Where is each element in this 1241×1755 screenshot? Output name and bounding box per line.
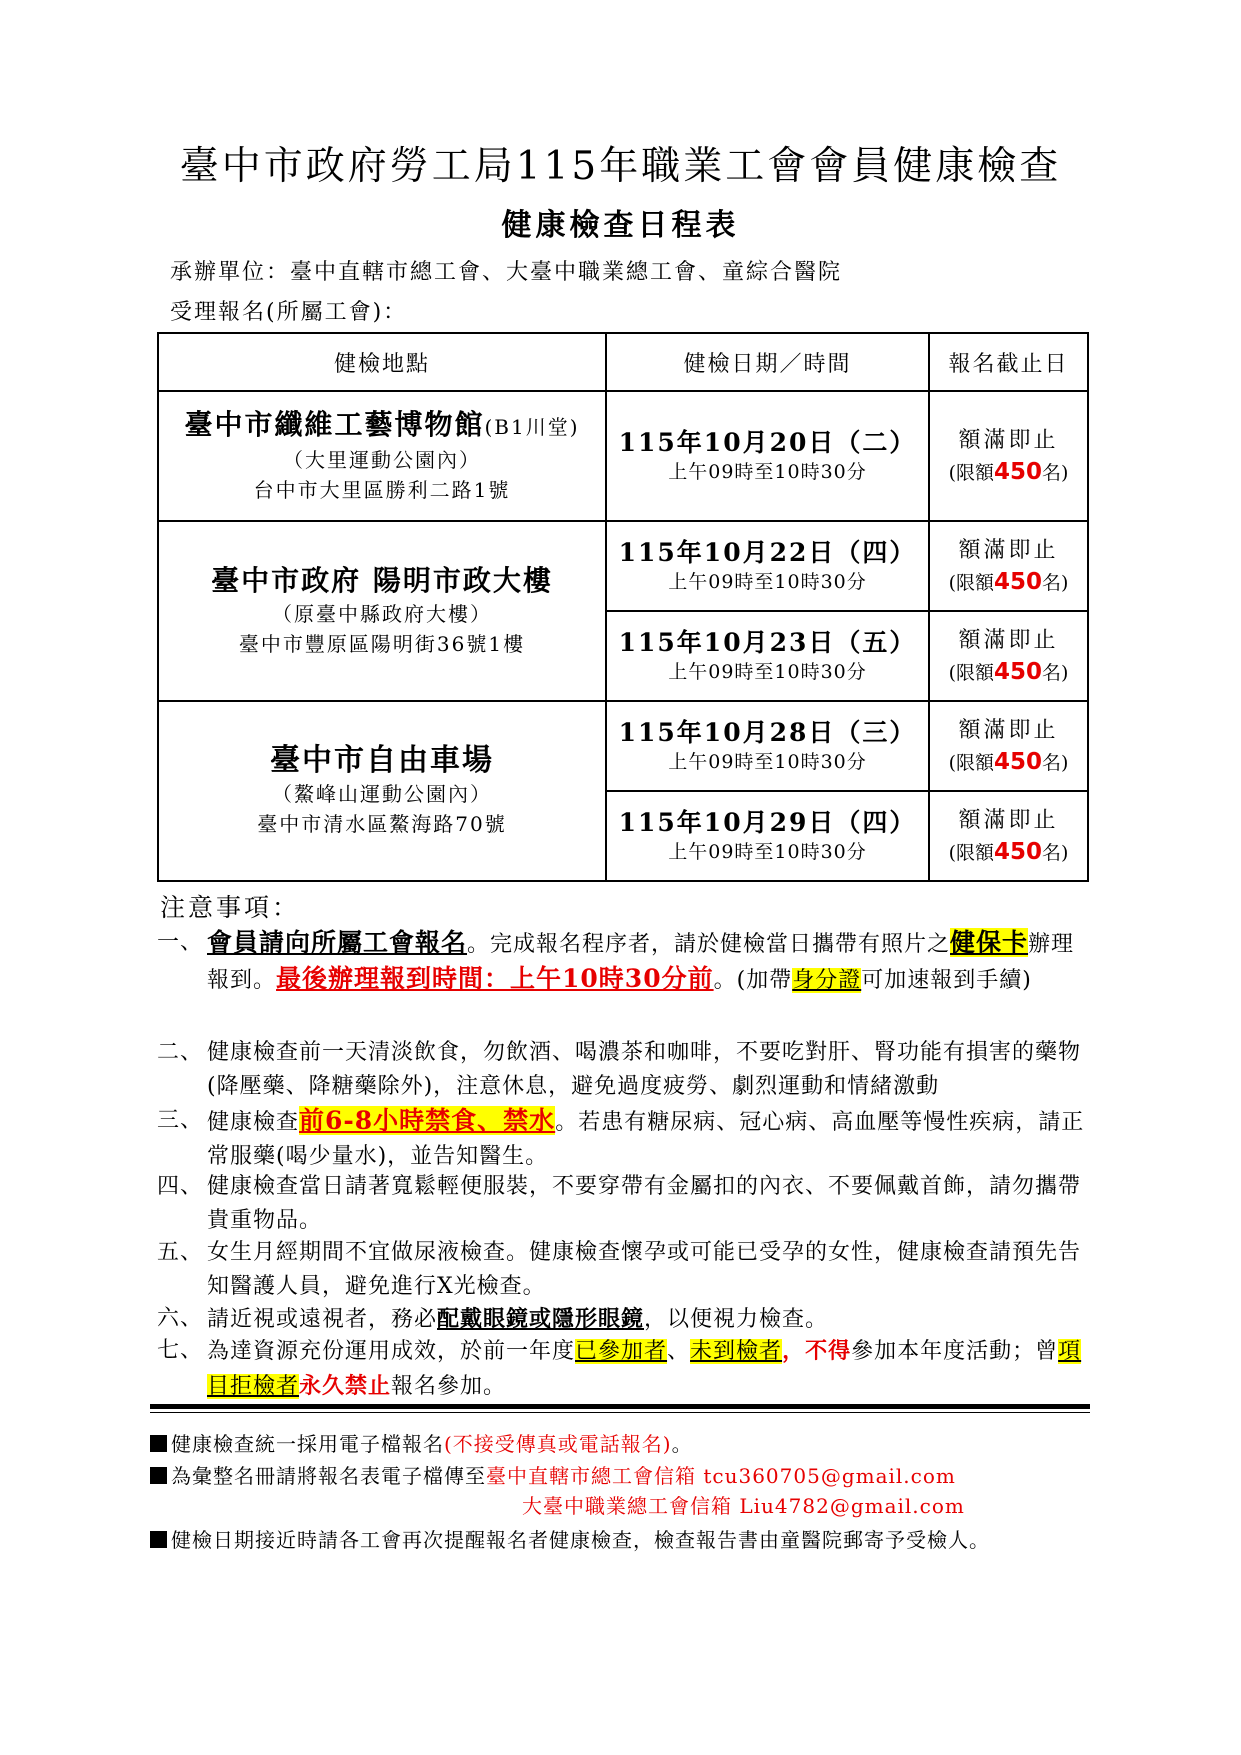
exam-date: 115年10月29日（四） — [618, 808, 917, 837]
date-cell — [606, 611, 929, 701]
note-number: 五、 — [157, 1240, 204, 1265]
note-body: 為達資源充份運用成效，於前一年度已參加者、未到檢者，不得參加本年度活動；曾項目拒檢者永久禁止報名參加。 — [207, 1338, 1082, 1399]
quota-text: (限額450名) — [948, 458, 1069, 485]
deadline-text: 額滿即止 — [958, 427, 1059, 453]
note-body: 健康檢查前6-8小時禁食、禁水。若患有糖尿病、冠心病、高血壓等慢性疾病，請正常服藥(喝少量水)，並告知醫生。 — [207, 1106, 1085, 1169]
note-number: 一、 — [157, 930, 204, 955]
quota-text: (限額450名) — [948, 568, 1069, 595]
note-number: 七、 — [157, 1338, 204, 1363]
table-row — [158, 391, 1088, 521]
quota-text: (限額450名) — [948, 748, 1069, 775]
venue-address: 臺中市清水區鰲海路70號 — [257, 812, 507, 836]
note-item-4 — [157, 1170, 1092, 1238]
divider-thick — [150, 1404, 1090, 1409]
deadline-cell — [929, 701, 1088, 791]
email-link-tcu[interactable]: 臺中直轄市總工會信箱 tcu360705@gmail.com — [486, 1464, 956, 1488]
bullet-square-icon — [150, 1467, 167, 1484]
note-body: 健康檢查當日請著寬鬆輕便服裝，不要穿帶有金屬扣的內衣、不要佩戴首飾，請勿攜帶貴重物品。 — [207, 1174, 1082, 1233]
deadline-text: 額滿即止 — [958, 807, 1059, 833]
exam-time: 上午09時至10時30分 — [668, 661, 867, 683]
venue-name: 臺中市政府 陽明市政大樓 — [211, 564, 553, 597]
note-number: 四、 — [157, 1174, 204, 1199]
venue-cell — [158, 391, 606, 521]
header-deadline: 報名截止日 — [929, 333, 1088, 391]
deadline-cell — [929, 791, 1088, 881]
note-body: 會員請向所屬工會報名。完成報名程序者，請於健檢當日攜帶有照片之健保卡辦理報到。最後辦理報到時間：上午10時30分前。(加帶身分證可加速報到手續) — [207, 928, 1075, 993]
note-body: 健康檢查前一天清淡飲食，勿飲酒、喝濃茶和咖啡，不要吃對肝、腎功能有損害的藥物(降壓藥、降糖藥除外)，注意休息，避免過度疲勞、劇烈運動和情緒激動 — [207, 1040, 1082, 1099]
note-item-6 — [157, 1302, 1092, 1337]
note-body: 請近視或遠視者，務必配戴眼鏡或隱形眼鏡，以便視力檢查。 — [207, 1306, 829, 1332]
exam-time: 上午09時至10時30分 — [668, 571, 867, 593]
deadline-text: 額滿即止 — [958, 537, 1059, 563]
organizer-line: 承辦單位：臺中直轄市總工會、大臺中職業總工會、童綜合醫院 — [170, 260, 843, 285]
exam-time: 上午09時至10時30分 — [668, 751, 867, 773]
date-cell — [606, 391, 929, 521]
header-date: 健檢日期／時間 — [606, 333, 929, 391]
venue-name: 臺中市自由車場 — [270, 743, 494, 778]
venue-cell — [158, 521, 606, 701]
note-item-1 — [157, 926, 1092, 998]
date-cell — [606, 791, 929, 881]
deadline-cell — [929, 521, 1088, 611]
note-number: 六、 — [157, 1306, 204, 1331]
note-body: 女生月經期間不宜做尿液檢查。健康檢查懷孕或可能已受孕的女性，健康檢查請預先告知醫護人員，避免進行X光檢查。 — [207, 1240, 1082, 1299]
quota-text: (限額450名) — [948, 658, 1069, 685]
page-title: 臺中市政府勞工局115年職業工會會員健康檢查 — [179, 144, 1062, 189]
quota-text: (限額450名) — [948, 838, 1069, 865]
divider-thin — [150, 1412, 1090, 1413]
bullet-square-icon — [150, 1531, 167, 1548]
exam-date: 115年10月20日（二） — [618, 428, 917, 457]
table-row — [158, 521, 1088, 611]
venue-note: （原臺中縣政府大樓） — [272, 602, 492, 626]
footer-line-3: 健檢日期接近時請各工會再次提醒報名者健康檢查，檢查報告書由童醫院郵寄予受檢人。 — [150, 1524, 990, 1553]
footer-line-2b — [522, 1490, 965, 1519]
notes-title: 注意事項： — [160, 893, 301, 922]
note-item-7 — [157, 1334, 1092, 1404]
table-row — [158, 701, 1088, 791]
deadline-text: 額滿即止 — [958, 627, 1059, 653]
footer-line-2: 為彙整名冊請將報名表電子檔傳至臺中直轄市總工會信箱 tcu360705@gmail.com — [150, 1460, 956, 1489]
deadline-cell — [929, 391, 1088, 521]
deadline-cell — [929, 611, 1088, 701]
page-subtitle: 健康檢查日程表 — [501, 208, 740, 243]
bullet-square-icon — [150, 1435, 167, 1452]
exam-time: 上午09時至10時30分 — [668, 461, 867, 483]
date-cell — [606, 521, 929, 611]
note-item-5 — [157, 1236, 1092, 1304]
note-number: 三、 — [157, 1108, 204, 1133]
note-item-2 — [157, 1036, 1092, 1104]
schedule-table — [157, 332, 1089, 882]
note-number: 二、 — [157, 1040, 204, 1065]
deadline-text: 額滿即止 — [958, 717, 1059, 743]
registration-line: 受理報名(所屬工會)： — [170, 300, 408, 325]
email-link-liu[interactable]: 大臺中職業總工會信箱 Liu4782@gmail.com — [522, 1494, 965, 1518]
header-venue: 健檢地點 — [158, 333, 606, 391]
venue-note: （鰲峰山運動公園內） — [272, 782, 492, 806]
note-item-3 — [157, 1104, 1092, 1174]
exam-date: 115年10月28日（三） — [618, 718, 917, 747]
date-cell — [606, 701, 929, 791]
exam-time: 上午09時至10時30分 — [668, 841, 867, 863]
footer-line-1: 健康檢查統一採用電子檔報名(不接受傳真或電話報名)。 — [150, 1428, 693, 1457]
table-header-row — [158, 333, 1088, 391]
venue-cell — [158, 701, 606, 881]
venue-address: 台中市大里區勝利二路1號 — [253, 478, 511, 502]
venue-name: 臺中市纖維工藝博物館(B1川堂) — [184, 408, 580, 441]
exam-date: 115年10月23日（五） — [618, 628, 917, 657]
venue-address: 臺中市豐原區陽明街36號1樓 — [238, 632, 526, 656]
exam-date: 115年10月22日（四） — [618, 538, 917, 567]
venue-note: （大里運動公園內） — [283, 448, 481, 472]
